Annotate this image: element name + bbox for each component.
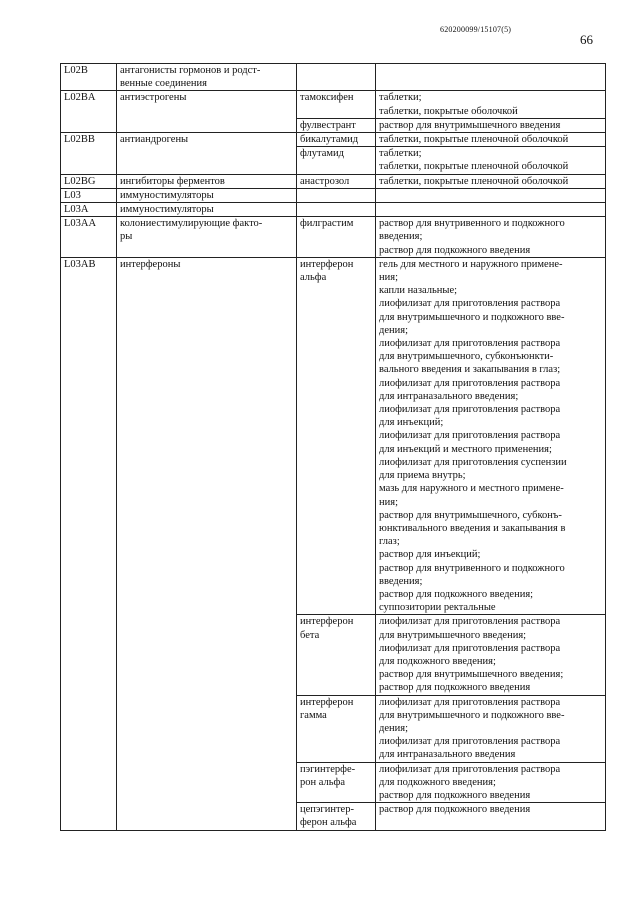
dosage-form-cell-line: лиофилизат для приготовления раствора [379, 642, 561, 654]
atc-code-cell-line: L02BG [64, 175, 96, 187]
substance-cell-line: бета [300, 629, 320, 641]
group-name-cell [117, 174, 297, 188]
atc-code-cell [61, 217, 117, 258]
substance-cell-line: тамоксифен [300, 92, 354, 104]
dosage-form-cell-line: ния; [379, 496, 398, 508]
substance-cell-line: цепэгинтер- [300, 804, 354, 816]
atc-code-cell [61, 203, 117, 217]
dosage-form-cell [376, 615, 606, 695]
document-id: 620200099/15107(5) [440, 25, 512, 34]
substance-cell [297, 174, 376, 188]
substance-cell-line: пэгинтерфе- [300, 763, 356, 775]
dosage-form-cell-line: для внутримышечного, субконъюнкти- [379, 351, 554, 363]
table-row [61, 91, 606, 118]
dosage-form-cell-line: для подкожного введения; [379, 655, 496, 667]
atc-code-cell-line: L03AA [64, 218, 97, 230]
group-name-cell [117, 91, 297, 133]
group-name-cell-line: ры [120, 231, 133, 243]
atc-code-cell [61, 257, 117, 830]
dosage-form-cell-line: юнктивального введения и закапывания в [379, 522, 566, 534]
drug-classification-table [60, 63, 606, 831]
substance-cell [297, 615, 376, 695]
dosage-form-cell-line: введения; [379, 231, 423, 243]
group-name-cell [117, 133, 297, 175]
substance-cell [297, 118, 376, 132]
dosage-form-cell-line: ния; [379, 272, 398, 284]
table-row [61, 174, 606, 188]
substance-cell [297, 217, 376, 258]
dosage-form-cell [376, 217, 606, 258]
dosage-form-cell-line: раствор для внутривенного и подкожного [379, 562, 565, 574]
substance-cell [297, 188, 376, 202]
dosage-form-cell-line: для интраназального введения; [379, 390, 519, 402]
dosage-form-cell-line: таблетки, покрытые пленочной оболочкой [379, 175, 569, 187]
group-name-cell [117, 257, 297, 830]
dosage-form-cell-line: для инъекций и местного применения; [379, 443, 552, 455]
dosage-form-cell-line: таблетки; [379, 92, 422, 104]
dosage-form-cell-line: суппозитории ректальные [379, 602, 496, 614]
dosage-form-cell-line: лиофилизат для приготовления раствора [379, 298, 561, 310]
dosage-form-cell [376, 133, 606, 147]
substance-cell [297, 695, 376, 762]
dosage-form-cell-line: вального введения и закапывания в глаз; [379, 364, 561, 376]
dosage-form-cell-line: для внутримышечного и подкожного вве- [379, 311, 565, 323]
dosage-form-cell-line: раствор для внутримышечного введения [379, 119, 561, 131]
dosage-form-cell-line: лиофилизат для приготовления раствора [379, 404, 561, 416]
substance-cell-line: фулвестрант [300, 119, 356, 131]
atc-code-cell [61, 174, 117, 188]
dosage-form-cell [376, 695, 606, 762]
dosage-form-cell-line: введения; [379, 575, 423, 587]
dosage-form-cell-line: глаз; [379, 536, 400, 548]
dosage-form-cell [376, 203, 606, 217]
dosage-form-cell-line: раствор для подкожного введения [379, 804, 531, 816]
substance-cell [297, 147, 376, 174]
dosage-form-cell-line: раствор для внутривенного и подкожного [379, 218, 565, 230]
dosage-form-cell-line: лиофилизат для приготовления суспензии [379, 456, 567, 468]
group-name-cell-line: колониестимулирующие факто- [120, 218, 263, 230]
dosage-form-cell-line: раствор для подкожного введения [379, 789, 531, 801]
group-name-cell-line: ингибиторы ферментов [120, 175, 225, 187]
dosage-form-cell [376, 762, 606, 803]
group-name-cell-line: интерфероны [120, 258, 181, 270]
group-name-cell [117, 64, 297, 91]
atc-code-cell [61, 133, 117, 175]
dosage-form-cell-line: лиофилизат для приготовления раствора [379, 763, 561, 775]
substance-cell-line: ферон альфа [300, 817, 357, 829]
substance-cell-line: анастрозол [300, 175, 350, 187]
atc-code-cell-line: L02BA [64, 92, 96, 104]
dosage-form-cell-line: гель для местного и наружного примене- [379, 258, 563, 270]
atc-code-cell-line: L02BB [64, 134, 95, 146]
table-row [61, 203, 606, 217]
substance-cell-line: филграстим [300, 218, 354, 230]
group-name-cell [117, 203, 297, 217]
dosage-form-cell-line: таблетки, покрытые пленочной оболочкой [379, 134, 569, 146]
substance-cell-line: интерферон [300, 696, 354, 708]
table-row [61, 64, 606, 91]
table-row [61, 133, 606, 147]
dosage-form-cell-line: для приема внутрь; [379, 470, 466, 482]
dosage-form-cell-line: лиофилизат для приготовления раствора [379, 377, 561, 389]
dosage-form-cell [376, 174, 606, 188]
atc-code-cell-line: L03A [64, 204, 89, 216]
dosage-form-cell [376, 118, 606, 132]
dosage-form-cell-line: таблетки, покрытые оболочкой [379, 105, 518, 117]
substance-cell-line: бикалутамид [300, 134, 359, 146]
dosage-form-cell-line: таблетки; [379, 148, 422, 160]
substance-cell [297, 203, 376, 217]
dosage-form-cell [376, 64, 606, 91]
atc-code-cell [61, 188, 117, 202]
group-name-cell-line: антиандрогены [120, 134, 189, 146]
dosage-form-cell [376, 257, 606, 614]
dosage-form-cell [376, 147, 606, 174]
substance-cell [297, 762, 376, 803]
dosage-form-cell-line: лиофилизат для приготовления раствора [379, 338, 561, 350]
dosage-form-cell [376, 803, 606, 830]
dosage-form-cell-line: раствор для подкожного введения [379, 244, 531, 256]
table-row [61, 217, 606, 258]
substance-cell-line: интерферон [300, 616, 354, 628]
page-number: 66 [580, 32, 593, 47]
table-row [61, 188, 606, 202]
substance-cell [297, 257, 376, 614]
dosage-form-cell-line: для внутримышечного и подкожного вве- [379, 709, 565, 721]
dosage-form-cell-line: для интраназального введения [379, 749, 516, 761]
dosage-form-cell-line: лиофилизат для приготовления раствора [379, 696, 561, 708]
dosage-form-cell-line: для инъекций; [379, 417, 444, 429]
atc-code-cell-line: L02B [64, 65, 88, 76]
dosage-form-cell-line: дения; [379, 324, 408, 336]
group-name-cell-line: иммуностимуляторы [120, 189, 214, 201]
substance-cell [297, 91, 376, 118]
group-name-cell [117, 188, 297, 202]
dosage-form-cell-line: раствор для инъекций; [379, 549, 481, 561]
table-row [61, 257, 606, 614]
dosage-form-cell-line: дения; [379, 722, 408, 734]
dosage-form-cell-line: раствор для внутримышечного введения; [379, 669, 564, 681]
dosage-form-cell-line: раствор для подкожного введения; [379, 588, 534, 600]
atc-code-cell-line: L03 [64, 189, 81, 201]
group-name-cell-line: венные соединения [120, 78, 208, 90]
dosage-form-cell-line: лиофилизат для приготовления раствора [379, 430, 561, 442]
dosage-form-cell-line: раствор для подкожного введения [379, 682, 531, 694]
dosage-form-cell-line: лиофилизат для приготовления раствора [379, 736, 561, 748]
substance-cell-line: интерферон [300, 258, 354, 270]
dosage-form-cell-line: раствор для внутримышечного, субконъ- [379, 509, 562, 521]
substance-cell [297, 803, 376, 830]
dosage-form-cell-line: капли назальные; [379, 285, 458, 297]
atc-code-cell [61, 91, 117, 133]
dosage-form-cell-line: мазь для наружного и местного примене- [379, 483, 564, 495]
substance-cell-line: флутамид [300, 148, 345, 160]
dosage-form-cell-line: для подкожного введения; [379, 776, 496, 788]
substance-cell [297, 64, 376, 91]
dosage-form-cell-line: таблетки, покрытые пленочной оболочкой [379, 161, 569, 173]
group-name-cell-line: антиэстрогены [120, 92, 187, 104]
dosage-form-cell [376, 91, 606, 118]
dosage-form-cell-line: лиофилизат для приготовления раствора [379, 616, 561, 628]
dosage-form-cell [376, 188, 606, 202]
substance-cell-line: альфа [300, 272, 327, 284]
atc-code-cell-line: L03AB [64, 258, 96, 270]
substance-cell [297, 133, 376, 147]
substance-cell-line: гамма [300, 709, 327, 721]
substance-cell-line: рон альфа [300, 776, 345, 788]
group-name-cell [117, 217, 297, 258]
dosage-form-cell-line: для внутримышечного введения; [379, 629, 527, 641]
group-name-cell-line: антагонисты гормонов и родст- [120, 65, 261, 76]
group-name-cell-line: иммуностимуляторы [120, 204, 214, 216]
atc-code-cell [61, 64, 117, 91]
